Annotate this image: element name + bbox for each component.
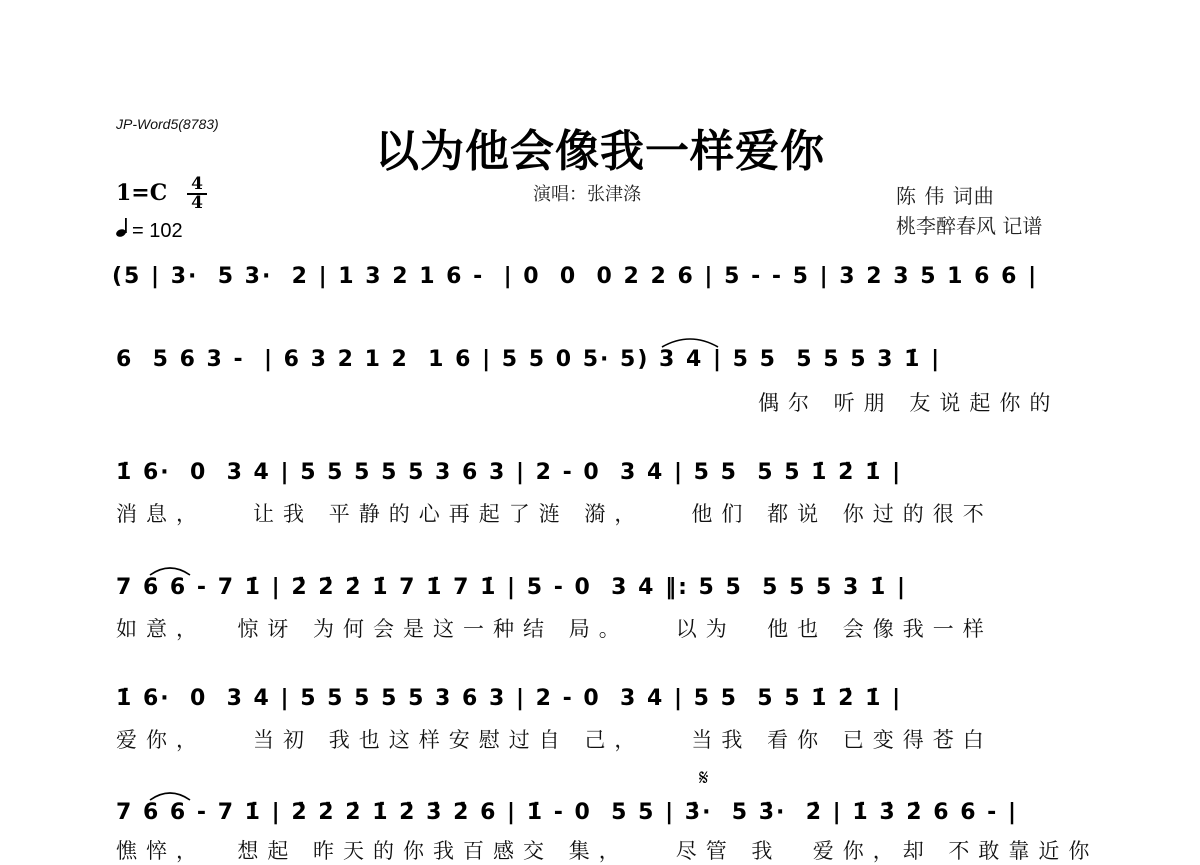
score-line-4-notes: 7 6 6 - 7 1̇ | 2̇ 2̇ 2̇ 1̇ 7 1̇ 7 1̇ | 5 - 0 3 4 ‖: 5 5 5 5 5 3 1̇ | xyxy=(116,575,907,600)
score-line-3-lyrics: 消息， 让我 平静的心再起了涟 漪， 他们 都说 你过的很不 xyxy=(116,502,993,526)
transcriber-credit: 桃李醉春风 记谱 xyxy=(896,214,1043,238)
score-line-5-notes: 1̇ 6· 0 3 4 | 5 5 5 5 5 3 6 3 | 2 - 0 3 4 | 5 5 5 5 1̇ 2̇ 1̇ | xyxy=(116,686,903,711)
source-label: JP-Word5(8783) xyxy=(116,116,219,132)
tempo-value: = 102 xyxy=(132,220,183,242)
singer-credit: 演唱：张津涤 xyxy=(533,184,641,205)
key-signature: 1=C xyxy=(116,180,168,206)
time-signature-bottom: 4 xyxy=(187,193,207,212)
song-title: 以为他会像我一样爱你 xyxy=(375,126,825,177)
score-line-3-notes: 1̇ 6· 0 3 4 | 5 5 5 5 5 3 6 3 | 2 - 0 3 4 | 5 5 5 5 1̇ 2̇ 1̇ | xyxy=(116,460,903,485)
time-signature-top: 4 xyxy=(191,174,203,194)
score-line-4-lyrics: 如意， 惊讶 为何会是这一种结 局。 以为 他也 会像我一样 xyxy=(116,617,993,641)
score-line-5-lyrics: 爱你， 当初 我也这样安慰过自 己， 当我 看你 已变得苍白 xyxy=(116,728,993,752)
score-line-1-notes: (5 | 3· 5 3· 2 | 1 3 2 1 6 - | 0 0 0 2 2 6 | 5 - - 5 | 3 2 3 5 1 6 6 | xyxy=(112,264,1039,289)
score-line-2-notes: 6 5 6 3 - | 6 3 2 1 2 1 6 | 5 5 0 5· 5) 3 4 | 5 5 5 5 5 3 1̇ | xyxy=(116,347,942,372)
score-line-6-notes: 7 6 6 - 7 1̇ | 2̇ 2̇ 2̇ 1̇ 2̇ 3̇ 2̇ 6 | 1̇ - 0 5 5 | 3̇· 5 3̇· 2̇ | 1̇ 3̇ 2̇ 6 6 - | xyxy=(116,800,1019,825)
score-line-6-lyrics: 憔悴， 想起 昨天的你我百感交 集， 尽管 我 爱你，却 不敢靠近你 xyxy=(116,839,1099,863)
composer-credit: 陈 伟 词曲 xyxy=(896,184,995,208)
tempo-marking xyxy=(116,217,183,243)
segno-icon: 𝄋 xyxy=(699,765,709,790)
quarter-note-icon xyxy=(116,217,132,243)
slur-icon xyxy=(660,335,720,349)
score-line-2-lyrics: 偶尔 听朋 友说起你的 xyxy=(758,391,1060,415)
slur-icon xyxy=(148,790,192,802)
time-signature xyxy=(187,176,207,212)
slur-icon xyxy=(148,565,192,577)
